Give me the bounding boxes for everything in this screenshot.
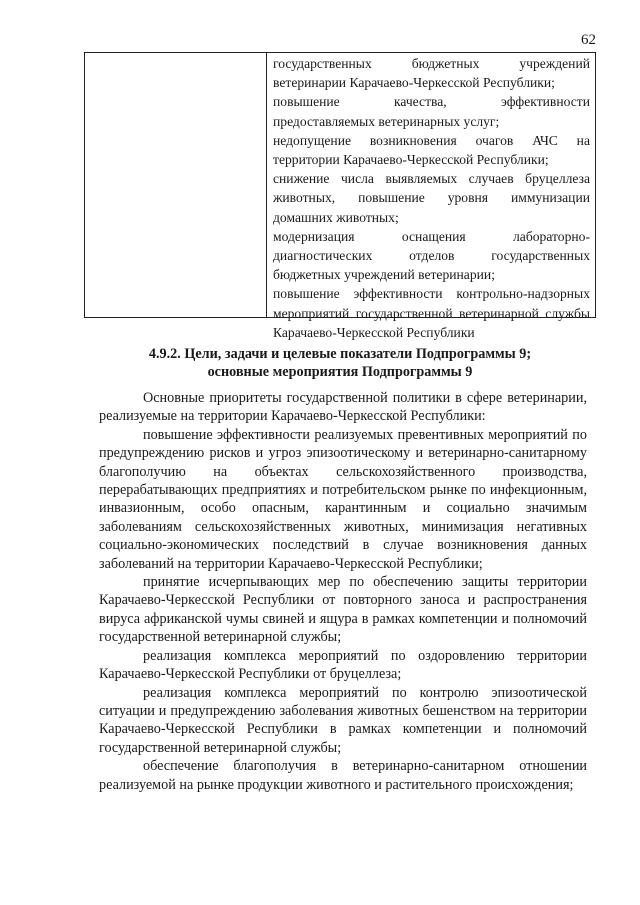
section-heading-line-1: 4.9.2. Цели, задачи и целевые показатели Подпрограммы 9; <box>148 346 532 362</box>
measures-table <box>84 52 596 340</box>
table-list-item: государственных бюджетных учреждений ветеринарии Карачаево-Черкесской Республики; <box>273 56 590 91</box>
table-list-item: повышение эффективности контрольно-надзорных мероприятий государственной ветеринарной службы Карачаево-Черкесской Республики <box>273 286 590 340</box>
body-text <box>99 389 587 794</box>
paragraph: принятие исчерпывающих мер по обеспечению защиты территории Карачаево-Черкесской Республики от повторного заноса и распространения вируса африканской чумы свиней и ящура в рамках компетенции и полномочий государственной ветеринарной службы; <box>99 574 587 646</box>
table-left-cell <box>85 53 267 317</box>
paragraph: повышение эффективности реализуемых превентивных мероприятий по предупреждению рисков и угроз эпизоотическому и ветеринарно-санитарному благополучию на объектах сельскохозяйственного производства, перерабатывающих предприятиях и потребительском рынке по инфекционным, инвазионным, особо опасным, карантинным и социально значимым заболеваниям сельскохозяйственных животных, минимизация негативных социально-экономических последствий в случае возникновения данных заболеваний на территории Карачаево-Черкесской Республики; <box>99 426 587 572</box>
page-number: 62 <box>581 32 596 48</box>
table-list-item: снижение числа выявляемых случаев бруцеллеза животных, повышение уровня иммунизации домашних животных; <box>273 171 590 225</box>
table-list-item: модернизация оснащения лабораторно-диагностических отделов государственных бюджетных учреждений ветеринарии; <box>273 228 590 283</box>
table-list-item: повышение качества, эффективности предоставляемых ветеринарных услуг; <box>273 94 590 129</box>
paragraph: обеспечение благополучия в ветеринарно-санитарном отношении реализуемой на рынке продукции животного и растительного происхождения; <box>99 758 587 793</box>
section-heading <box>100 345 580 381</box>
paragraph: реализация комплекса мероприятий по контролю эпизоотической ситуации и предупреждению заболевания животных бешенством на территории Карачаево-Черкесской Республики в рамках компетенции и полномочий государственной ветеринарной службы; <box>99 684 587 756</box>
section-heading-line-2: основные мероприятия Подпрограммы 9 <box>207 364 473 380</box>
table-right-cell <box>267 53 595 340</box>
paragraph: Основные приоритеты государственной политики в сфере ветеринарии, реализуемые на территории Карачаево-Черкесской Республики: <box>99 390 587 425</box>
paragraph: реализация комплекса мероприятий по оздоровлению территории Карачаево-Черкесской Республики от бруцеллеза; <box>99 647 587 683</box>
table-list-item: недопущение возникновения очагов АЧС на территории Карачаево-Черкесской Республики; <box>273 132 590 168</box>
